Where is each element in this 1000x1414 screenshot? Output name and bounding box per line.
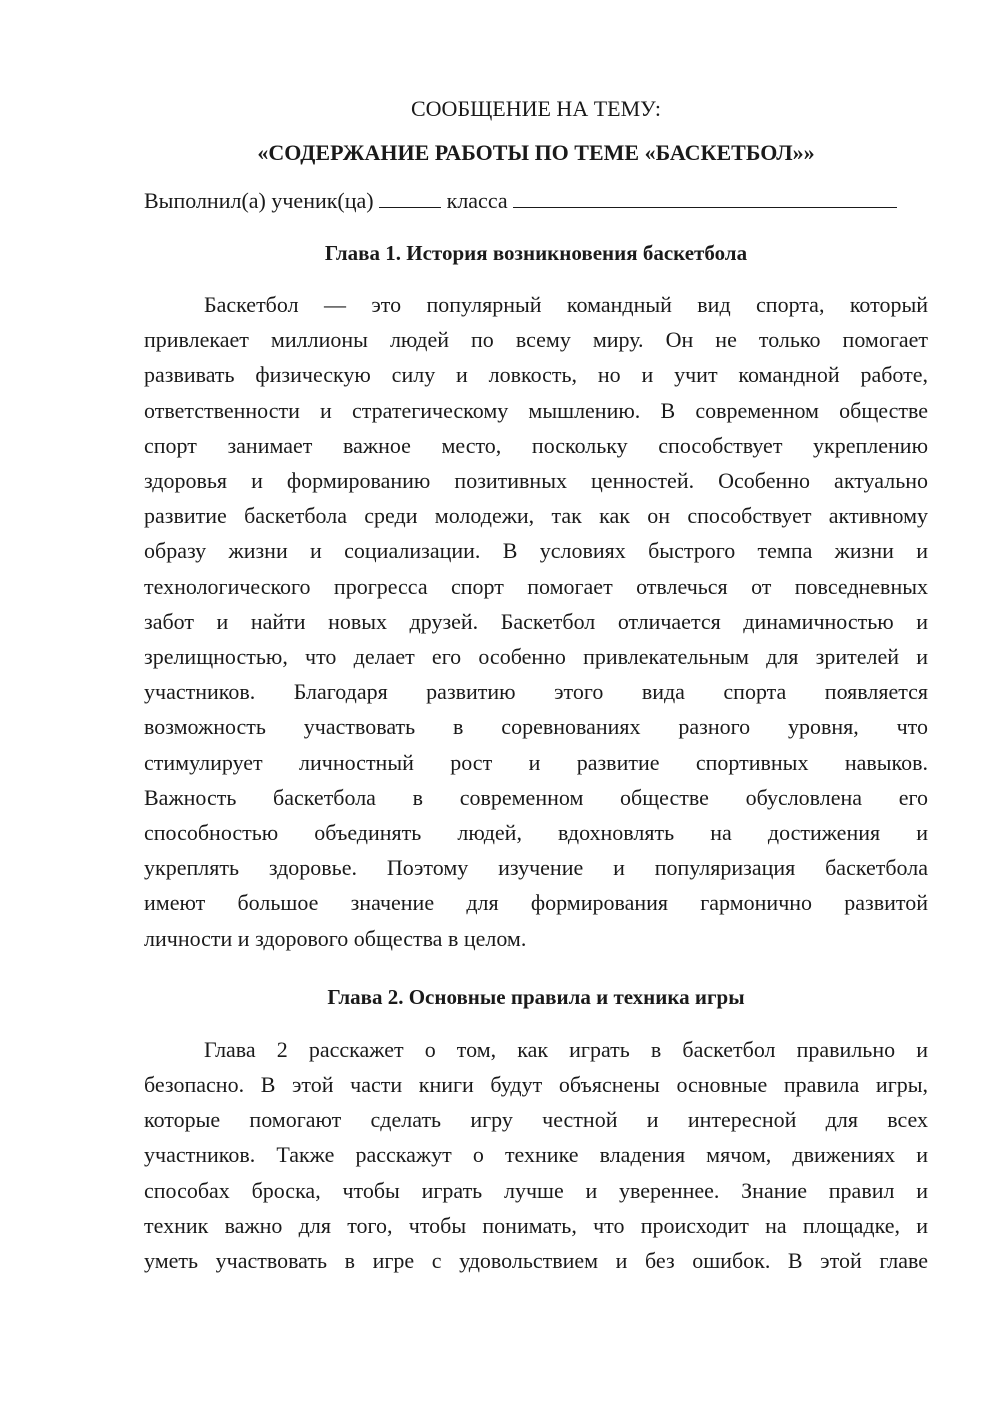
chapter-1-paragraph xyxy=(144,287,928,956)
paragraph-line: спорт занимает важное место, поскольку способствует укреплению xyxy=(144,432,928,458)
student-name-blank xyxy=(513,187,897,208)
paragraph-line: безопасно. В этой части книги будут объяснены основные правила игры, xyxy=(144,1072,928,1098)
document-title-line-1: СООБЩЕНИЕ НА ТЕМУ: xyxy=(411,96,661,121)
paragraph-line: зрелищностью, что делает его особенно привлекательным для зрителей и xyxy=(144,644,928,670)
chapter-1-heading: Глава 1. История возникновения баскетбола xyxy=(324,241,748,265)
paragraph-line: Важность баскетбола в современном обществе обусловлена его xyxy=(144,784,928,810)
paragraph-line: образу жизни и социализации. В условиях быстрого темпа жизни и xyxy=(144,538,928,564)
paragraph-line: имеют большое значение для формирования гармонично развитой xyxy=(144,890,928,916)
paragraph-line: способах броска, чтобы играть лучше и увереннее. Знание правил и xyxy=(144,1177,928,1203)
paragraph-line: Глава 2 расскажет о том, как играть в баскетбол правильно и xyxy=(204,1036,928,1062)
paragraph-line: забот и найти новых друзей. Баскетбол отличается динамичностью и xyxy=(144,608,928,634)
class-number-blank xyxy=(379,187,441,208)
paragraph-line: техник важно для того, чтобы понимать, что происходит на площадке, и xyxy=(144,1212,928,1238)
document-title-line-2: «СОДЕРЖАНИЕ РАБОТЫ ПО ТЕМЕ «БАСКЕТБОЛ»» xyxy=(257,140,815,165)
chapter-2-paragraph xyxy=(144,1032,928,1278)
paragraph-line: здоровья и формированию позитивных ценностей. Особенно актуально xyxy=(144,468,928,494)
paragraph-line: личности и здорового общества в целом. xyxy=(144,925,527,951)
paragraph-line: развивать физическую силу и ловкость, но и учит командной работе, xyxy=(144,362,928,388)
paragraph-line: способностью объединять людей, вдохновлять на достижения и xyxy=(144,820,928,846)
author-prefix: Выполнил(а) ученик(ца) xyxy=(144,188,374,213)
paragraph-line: уметь участвовать в игре с удовольствием и без ошибок. В этой главе xyxy=(144,1248,928,1274)
paragraph-line: ответственности и стратегическому мышлению. В современном обществе xyxy=(144,397,928,423)
paragraph-line: привлекает миллионы людей по всему миру. Он не только помогает xyxy=(144,327,928,353)
paragraph-line: укреплять здоровье. Поэтому изучение и популяризация баскетбола xyxy=(144,855,928,881)
paragraph-line: технологического прогресса спорт помогает отвлечься от повседневных xyxy=(144,573,928,599)
chapter-2-heading: Глава 2. Основные правила и техника игры xyxy=(327,984,745,1009)
paragraph-line: возможность участвовать в соревнованиях разного уровня, что xyxy=(144,714,928,740)
author-class-word: класса xyxy=(446,188,508,213)
document-page xyxy=(144,90,928,1278)
paragraph-line: участников. Благодаря развитию этого вида спорта появляется xyxy=(144,679,928,705)
author-line xyxy=(144,186,928,216)
paragraph-line: Баскетбол — это популярный командный вид спорта, который xyxy=(204,292,928,317)
paragraph-line: стимулирует личностный рост и развитие спортивных навыков. xyxy=(144,749,928,775)
paragraph-line: участников. Также расскажут о технике владения мячом, движениях и xyxy=(144,1142,928,1168)
paragraph-line: развитие баскетбола среди молодежи, так как он способствует активному xyxy=(144,503,928,529)
paragraph-line: которые помогают сделать игру честной и интересной для всех xyxy=(144,1107,928,1133)
